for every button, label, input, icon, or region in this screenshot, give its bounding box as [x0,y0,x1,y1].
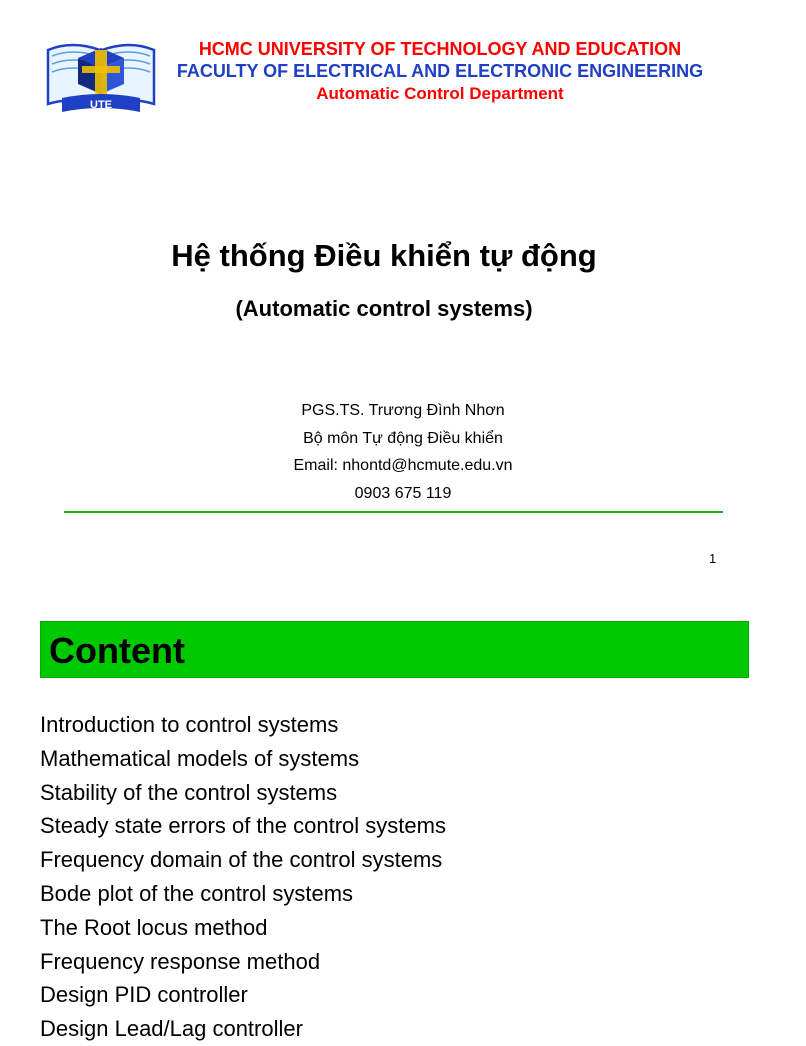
author-phone: 0903 675 119 [354,484,452,502]
list-item: Steady state errors of the control systems [40,813,446,839]
list-item: Frequency domain of the control systems [40,847,443,873]
ute-logo [42,36,160,116]
logo-text: UTE [90,99,112,111]
department-name: Automatic Control Department [316,84,564,103]
university-name: HCMC UNIVERSITY OF TECHNOLOGY AND EDUCATION [198,39,682,59]
slide-title: Hệ thống Điều khiển tự động [171,238,597,273]
content-heading-band [40,621,749,678]
topic-list [40,708,446,1046]
author-email: Email: nhontd@hcmute.edu.vn [293,457,513,474]
content-heading: Content [49,630,185,671]
author-block [0,397,806,507]
list-item: Bode plot of the control systems [40,880,354,906]
faculty-name: FACULTY OF ELECTRICAL AND ELECTRONIC ENGINEERING [176,61,704,81]
document-header [150,38,730,106]
page-number: 1 [709,551,717,566]
list-item: Frequency response method [40,948,321,974]
slide-subtitle: (Automatic control systems) [235,296,533,321]
author-name: PGS.TS. Trương Đình Nhơn [301,402,505,419]
list-item: Stability of the control systems [40,779,338,805]
divider-line [64,511,723,513]
list-item: Design PID controller [40,982,248,1008]
list-item: The Root locus method [40,914,268,940]
list-item: Introduction to control systems [40,712,339,737]
author-department: Bộ môn Tự động Điều khiển [303,429,503,447]
list-item: Mathematical models of systems [40,745,360,771]
list-item: Design Lead/Lag controller [40,1016,303,1042]
